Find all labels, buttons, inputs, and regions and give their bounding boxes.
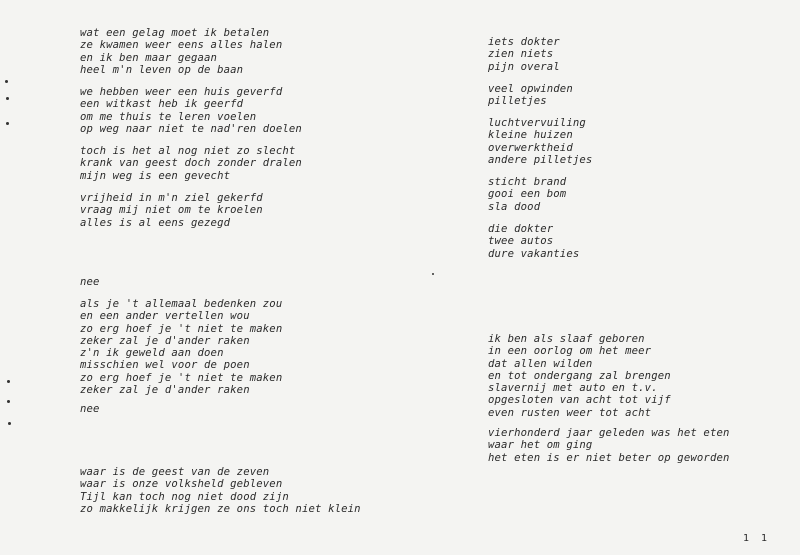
poem-line: en tot ondergang zal brengen xyxy=(488,369,671,382)
poem-line: ik ben als slaaf geboren xyxy=(488,333,645,345)
right-poem-1-stanza-5 xyxy=(488,223,579,260)
poem-line: zeker zal je d'ander raken xyxy=(80,334,250,347)
right-poem-1-stanza-2 xyxy=(488,83,573,108)
stray-mark xyxy=(432,273,434,275)
poem-line: gooi een bom xyxy=(488,188,567,201)
poem-line: wat een gelag moet ik betalen xyxy=(80,27,270,39)
right-poem-1-stanza-3 xyxy=(488,117,592,166)
poem-line: we hebben weer een huis geverfd xyxy=(80,86,283,98)
poem-line: mijn weg is een gevecht xyxy=(80,169,231,182)
left-poem-3 xyxy=(80,466,361,515)
poem-line: dure vakanties xyxy=(488,247,580,260)
poem-line: luchtvervuiling xyxy=(488,117,586,129)
poem-line: dat allen wilden xyxy=(488,357,593,370)
poem-line: zo makkelijk krijgen ze ons toch niet klein xyxy=(80,502,361,515)
poem-line: toch is het al nog niet zo slecht xyxy=(80,145,296,157)
poem-line: ze kwamen weer eens alles halen xyxy=(80,39,283,52)
right-poem-2-stanza-2 xyxy=(488,427,730,464)
poem-line: sticht brand xyxy=(488,176,567,188)
poem-line: die dokter xyxy=(488,223,554,235)
left-poem-1-stanza-1 xyxy=(80,27,282,76)
poem-line: en ik ben maar gegaan xyxy=(80,51,218,64)
poem-line: en een ander vertellen wou xyxy=(80,310,250,323)
poem-line: vierhonderd jaar geleden was het eten xyxy=(488,427,730,439)
poem-line: overwerktheid xyxy=(488,141,573,154)
poem-line: kleine huizen xyxy=(488,129,573,142)
right-poem-1-stanza-4 xyxy=(488,176,566,213)
poem-line: waar is de geest van de zeven xyxy=(80,466,270,478)
poem-line: iets dokter xyxy=(488,36,560,48)
poem-line: veel opwinden xyxy=(488,83,573,95)
left-poem-1-stanza-3 xyxy=(80,145,302,182)
left-nee-2 xyxy=(80,403,100,415)
poem-line: krank van geest doch zonder dralen xyxy=(80,157,302,170)
poem-line: sla dood xyxy=(488,200,541,213)
poem-line: even rusten weer tot acht xyxy=(488,406,652,419)
poem-line: zo erg hoef je 't niet te maken xyxy=(80,322,283,335)
poem-line: het eten is er niet beter op geworden xyxy=(488,451,730,464)
page-number: 1 1 xyxy=(742,533,770,544)
poem-line: zeker zal je d'ander raken xyxy=(80,384,250,397)
poem-line: waar is onze volksheld gebleven xyxy=(80,478,283,491)
poem-line: waar het om ging xyxy=(488,439,593,452)
poem-line: een witkast heb ik geerfd xyxy=(80,98,244,111)
poem-line: nee xyxy=(80,276,100,288)
poem-line: vrijheid in m'n ziel gekerfd xyxy=(80,192,263,204)
left-poem-2 xyxy=(80,298,282,396)
punch-mark xyxy=(6,122,9,125)
poem-line: misschien wel voor de poen xyxy=(80,359,250,372)
left-poem-1-stanza-4 xyxy=(80,192,263,229)
left-poem-1-stanza-2 xyxy=(80,86,302,135)
poem-line: vraag mij niet om te kroelen xyxy=(80,204,263,217)
poem-line: zo erg hoef je 't niet te maken xyxy=(80,371,283,384)
punch-mark xyxy=(5,80,8,83)
poem-line: nee xyxy=(80,403,100,415)
poem-line: andere pilletjes xyxy=(488,153,593,166)
punch-mark xyxy=(6,97,9,100)
poem-line: twee autos xyxy=(488,235,554,248)
poem-line: Tijl kan toch nog niet dood zijn xyxy=(80,490,289,503)
left-nee-1 xyxy=(80,276,100,288)
poem-line: alles is al eens gezegd xyxy=(80,216,231,229)
punch-mark xyxy=(8,422,11,425)
poem-line: op weg naar niet te nad'ren doelen xyxy=(80,122,302,135)
poem-line: z'n ik geweld aan doen xyxy=(80,347,224,360)
poem-line: pijn overal xyxy=(488,60,560,73)
punch-mark xyxy=(7,380,10,383)
poem-line: heel m'n leven op de baan xyxy=(80,63,244,76)
poem-line: als je 't allemaal bedenken zou xyxy=(80,298,283,310)
punch-mark xyxy=(7,400,10,403)
poem-line: in een oorlog om het meer xyxy=(488,345,652,358)
poem-line: opgesloten van acht tot vijf xyxy=(488,394,671,407)
right-poem-2-stanza-1 xyxy=(488,333,671,419)
poem-line: zien niets xyxy=(488,48,554,61)
poem-line: slavernij met auto en t.v. xyxy=(488,382,658,395)
poem-line: pilletjes xyxy=(488,95,547,108)
poem-line: om me thuis te leren voelen xyxy=(80,110,257,123)
right-poem-1-stanza-1 xyxy=(488,36,560,73)
